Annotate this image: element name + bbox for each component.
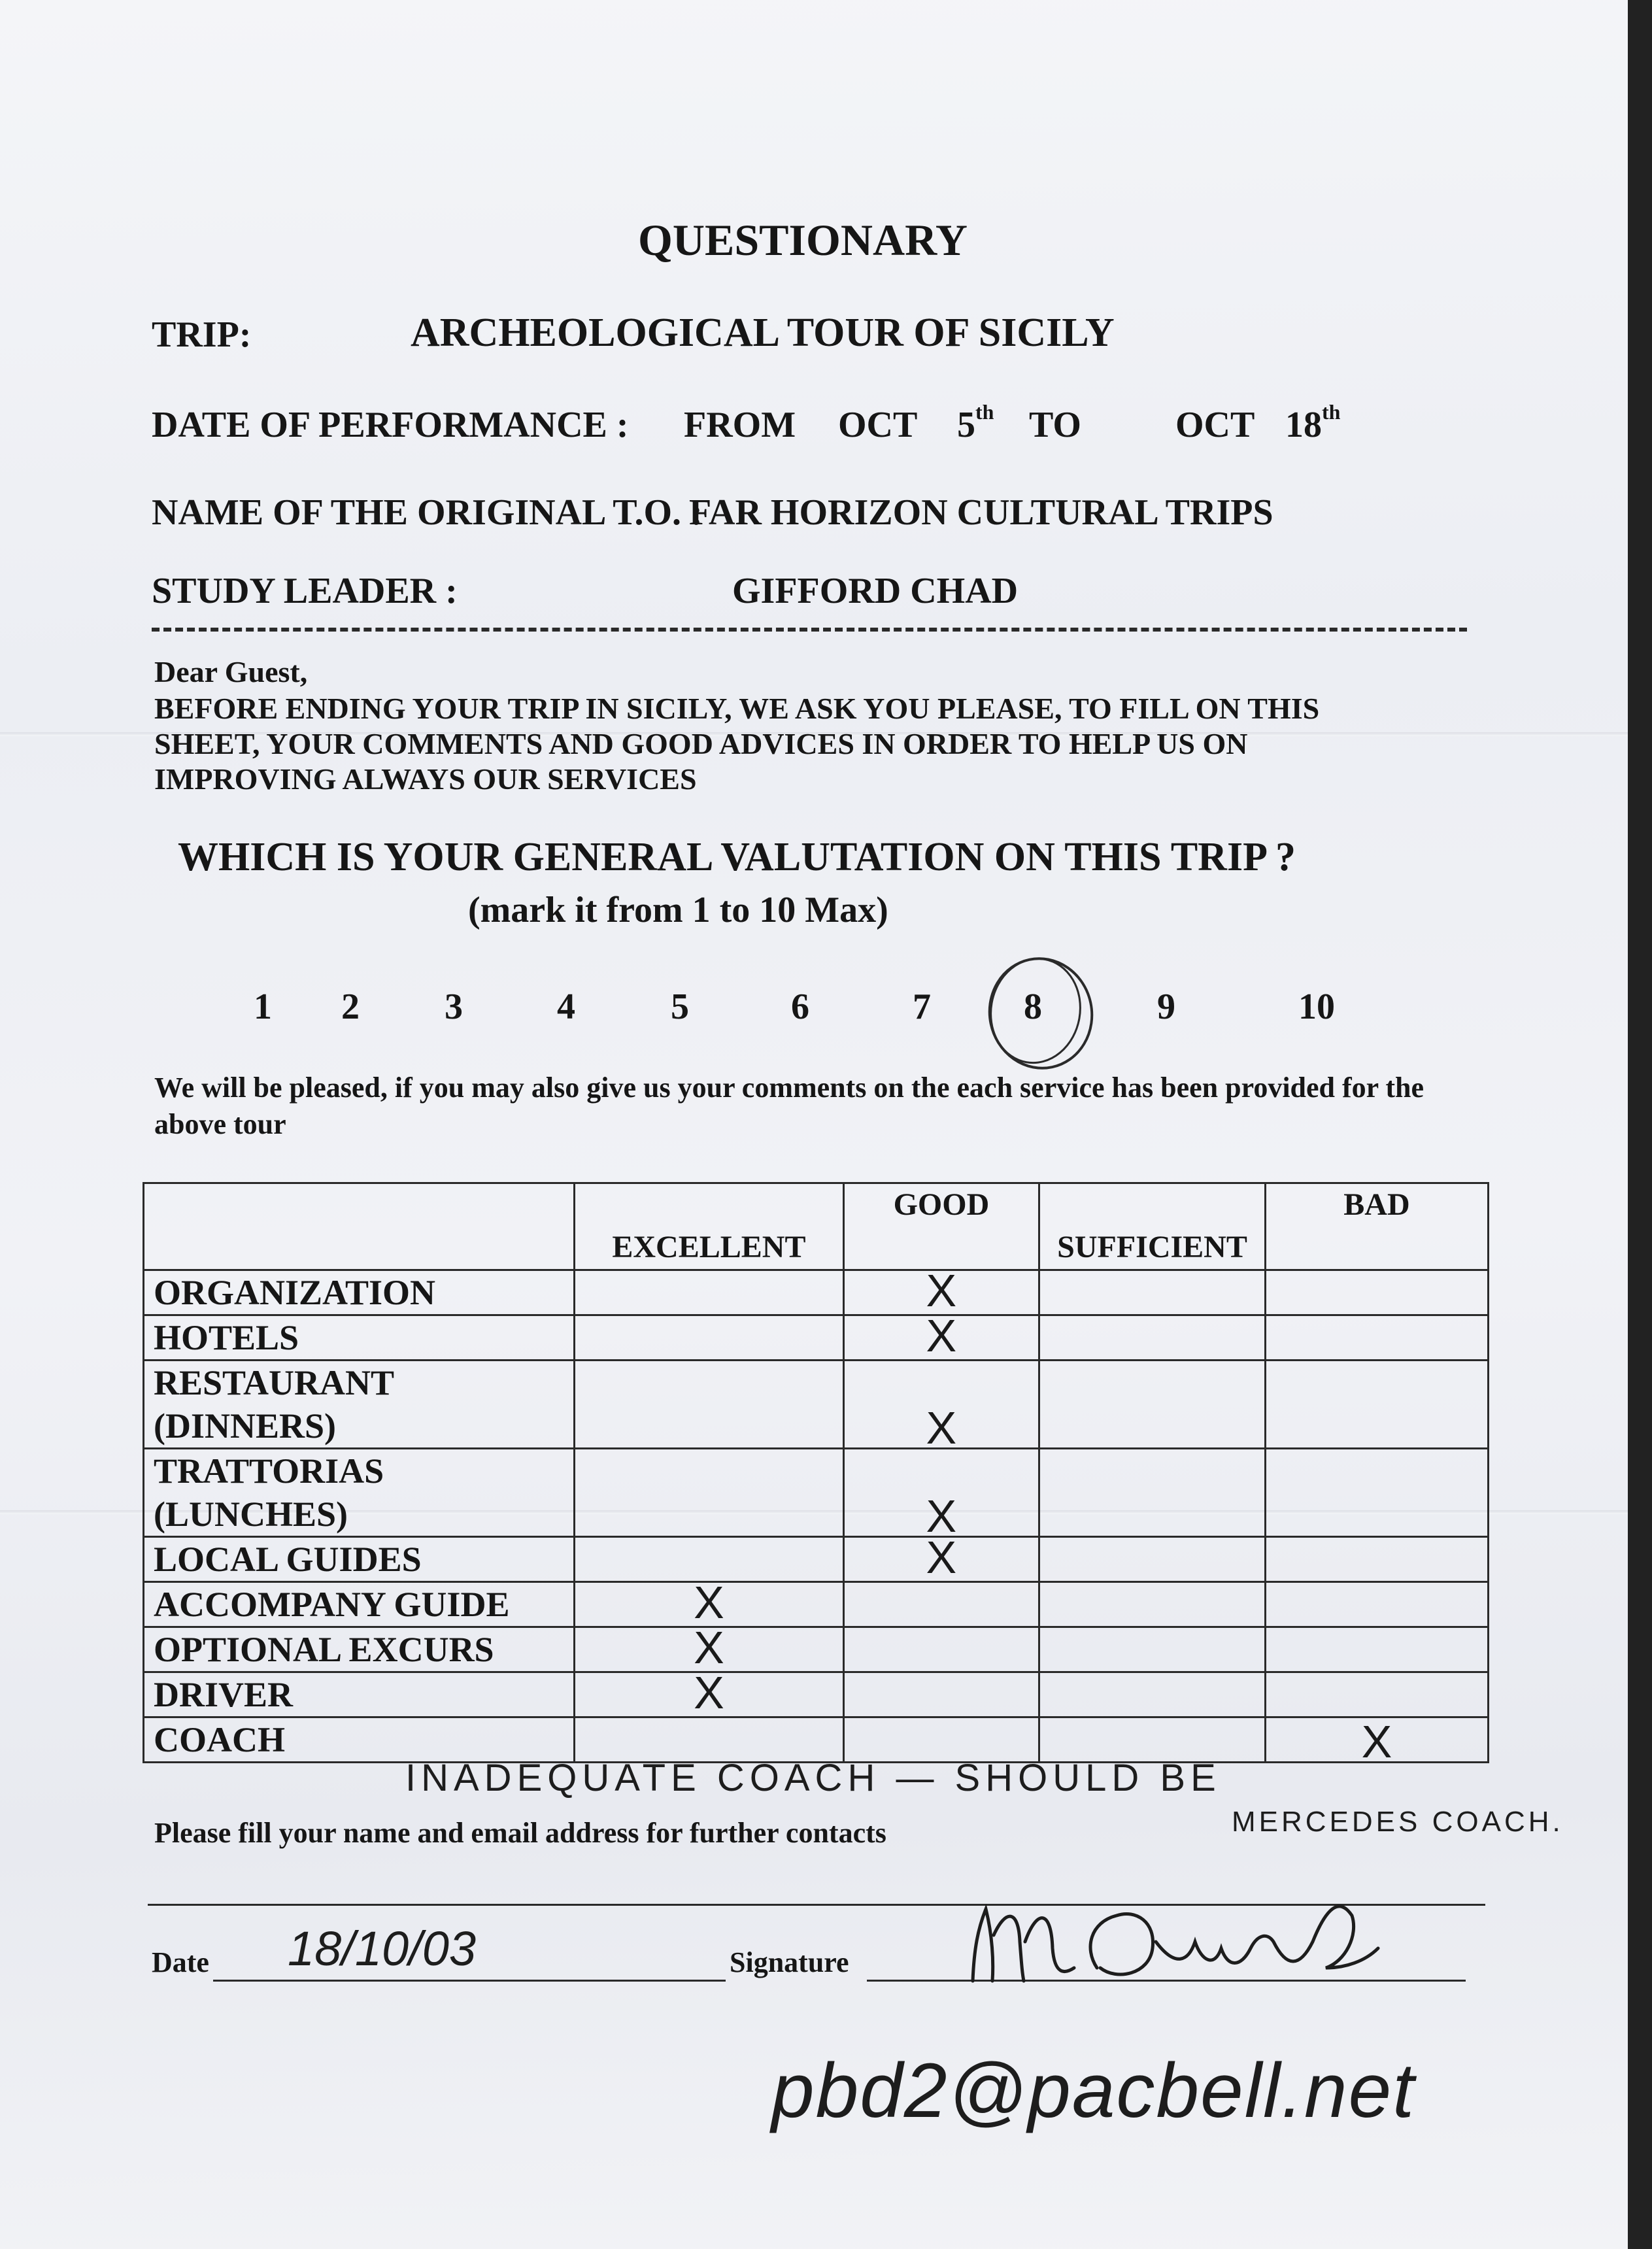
mark-instruction: (mark it from 1 to 10 Max) [468, 890, 888, 930]
score-3[interactable]: 3 [445, 987, 463, 1027]
column-sufficient: SUFFICIENT [1039, 1183, 1266, 1270]
service-label: LOCAL GUIDES [144, 1537, 575, 1582]
table-row [144, 1672, 1489, 1717]
to-label: TO [1029, 405, 1081, 445]
cell-bad[interactable] [1265, 1315, 1488, 1361]
date-line[interactable] [213, 1980, 726, 1982]
cell-bad[interactable] [1265, 1449, 1488, 1537]
score-9[interactable]: 9 [1157, 987, 1175, 1027]
cell-sufficient[interactable] [1039, 1582, 1266, 1627]
table-row [144, 1627, 1489, 1672]
trip-value: ARCHEOLOGICAL TOUR OF SICILY [411, 311, 1115, 355]
column-good: GOOD [843, 1183, 1039, 1270]
table-row [144, 1449, 1489, 1537]
cell-bad[interactable] [1265, 1361, 1488, 1449]
selected-score-circle [968, 948, 1111, 1079]
score-4[interactable]: 4 [557, 987, 575, 1027]
service-label: RESTAURANT (DINNERS) [144, 1361, 575, 1449]
study-leader-label: STUDY LEADER : [152, 571, 458, 611]
signature-label: Signature [730, 1946, 849, 1978]
table-row [144, 1361, 1489, 1449]
cell-bad[interactable]: X [1265, 1717, 1488, 1763]
from-label: FROM [684, 405, 796, 445]
cell-sufficient[interactable] [1039, 1627, 1266, 1672]
scan-edge [1628, 0, 1652, 2249]
cell-good[interactable]: X [843, 1361, 1039, 1449]
fill-instruction: Please fill your name and email address for further contacts [154, 1817, 886, 1849]
table-row [144, 1582, 1489, 1627]
cell-sufficient[interactable] [1039, 1537, 1266, 1582]
form-title: QUESTIONARY [638, 215, 968, 265]
cell-sufficient[interactable] [1039, 1449, 1266, 1537]
trip-label: TRIP: [152, 314, 252, 355]
cell-bad[interactable] [1265, 1582, 1488, 1627]
date-of-performance-label: DATE OF PERFORMANCE : [152, 405, 629, 445]
to-month: OCT [1175, 405, 1255, 445]
from-month: OCT [838, 405, 918, 445]
cell-good[interactable] [843, 1582, 1039, 1627]
cell-excellent[interactable]: X [575, 1627, 844, 1672]
cell-good[interactable] [843, 1627, 1039, 1672]
intro-line-2: SHEET, YOUR COMMENTS AND GOOD ADVICES IN ORDER TO HELP US ON [154, 727, 1248, 760]
date-value: 18/10/03 [288, 1921, 477, 1976]
cell-excellent[interactable] [575, 1449, 844, 1537]
table-header-row [144, 1183, 1489, 1270]
comments-intro: We will be pleased, if you may also give us your comments on the each service has been provided for the above tour [154, 1072, 1424, 1140]
cell-sufficient[interactable] [1039, 1672, 1266, 1717]
handwritten-email: pbd2@pacbell.net [771, 2048, 1416, 2134]
score-5[interactable]: 5 [671, 987, 689, 1027]
table-row [144, 1315, 1489, 1361]
score-10[interactable]: 10 [1298, 987, 1335, 1027]
cell-good[interactable]: X [843, 1449, 1039, 1537]
general-valuation-question: WHICH IS YOUR GENERAL VALUTATION ON THIS TRIP ? [178, 835, 1296, 879]
score-8[interactable]: 8 [1024, 987, 1042, 1027]
cell-sufficient[interactable] [1039, 1270, 1266, 1315]
cell-excellent[interactable] [575, 1361, 844, 1449]
date-label: Date [152, 1946, 209, 1978]
study-leader-value: GIFFORD CHAD [732, 571, 1019, 611]
service-label: OPTIONAL EXCURS [144, 1627, 575, 1672]
cell-good[interactable] [843, 1672, 1039, 1717]
score-7[interactable]: 7 [913, 987, 931, 1027]
cell-excellent[interactable] [575, 1270, 844, 1315]
dashed-divider [152, 628, 1467, 632]
service-label: ORGANIZATION [144, 1270, 575, 1315]
from-day: 5th [957, 400, 994, 445]
cell-excellent[interactable]: X [575, 1672, 844, 1717]
cell-good[interactable]: X [843, 1315, 1039, 1361]
column-excellent: EXCELLENT [575, 1183, 844, 1270]
tour-operator-value: FAR HORIZON CULTURAL TRIPS [689, 492, 1273, 533]
service-label: TRATTORIAS (LUNCHES) [144, 1449, 575, 1537]
cell-bad[interactable] [1265, 1672, 1488, 1717]
signature-drawing [960, 1870, 1391, 2001]
cell-bad[interactable] [1265, 1537, 1488, 1582]
table-row [144, 1270, 1489, 1315]
cell-excellent[interactable] [575, 1315, 844, 1361]
intro-line-3: IMPROVING ALWAYS OUR SERVICES [154, 762, 697, 796]
cell-excellent[interactable]: X [575, 1582, 844, 1627]
score-2[interactable]: 2 [341, 987, 360, 1027]
cell-bad[interactable] [1265, 1627, 1488, 1672]
cell-excellent[interactable] [575, 1537, 844, 1582]
column-bad: BAD [1265, 1183, 1488, 1270]
service-label: HOTELS [144, 1315, 575, 1361]
service-header [144, 1183, 575, 1270]
intro-line-1: BEFORE ENDING YOUR TRIP IN SICILY, WE ASK YOU PLEASE, TO FILL ON THIS [154, 692, 1320, 725]
service-label: COACH [144, 1717, 575, 1763]
score-1[interactable]: 1 [254, 987, 272, 1027]
cell-good[interactable]: X [843, 1270, 1039, 1315]
score-6[interactable]: 6 [791, 987, 809, 1027]
cell-sufficient[interactable] [1039, 1361, 1266, 1449]
greeting: Dear Guest, [154, 655, 308, 688]
cell-sufficient[interactable] [1039, 1315, 1266, 1361]
handwritten-comment-line-1: INADEQUATE COACH — SHOULD BE [405, 1757, 1221, 1799]
to-day: 18th [1285, 400, 1341, 445]
handwritten-comment-line-2: MERCEDES COACH. [1232, 1806, 1564, 1838]
ratings-table [143, 1182, 1489, 1767]
service-label: DRIVER [144, 1672, 575, 1717]
cell-good[interactable]: X [843, 1537, 1039, 1582]
service-label: ACCOMPANY GUIDE [144, 1582, 575, 1627]
cell-bad[interactable] [1265, 1270, 1488, 1315]
tour-operator-label: NAME OF THE ORIGINAL T.O. : [152, 492, 703, 533]
table-row [144, 1537, 1489, 1582]
